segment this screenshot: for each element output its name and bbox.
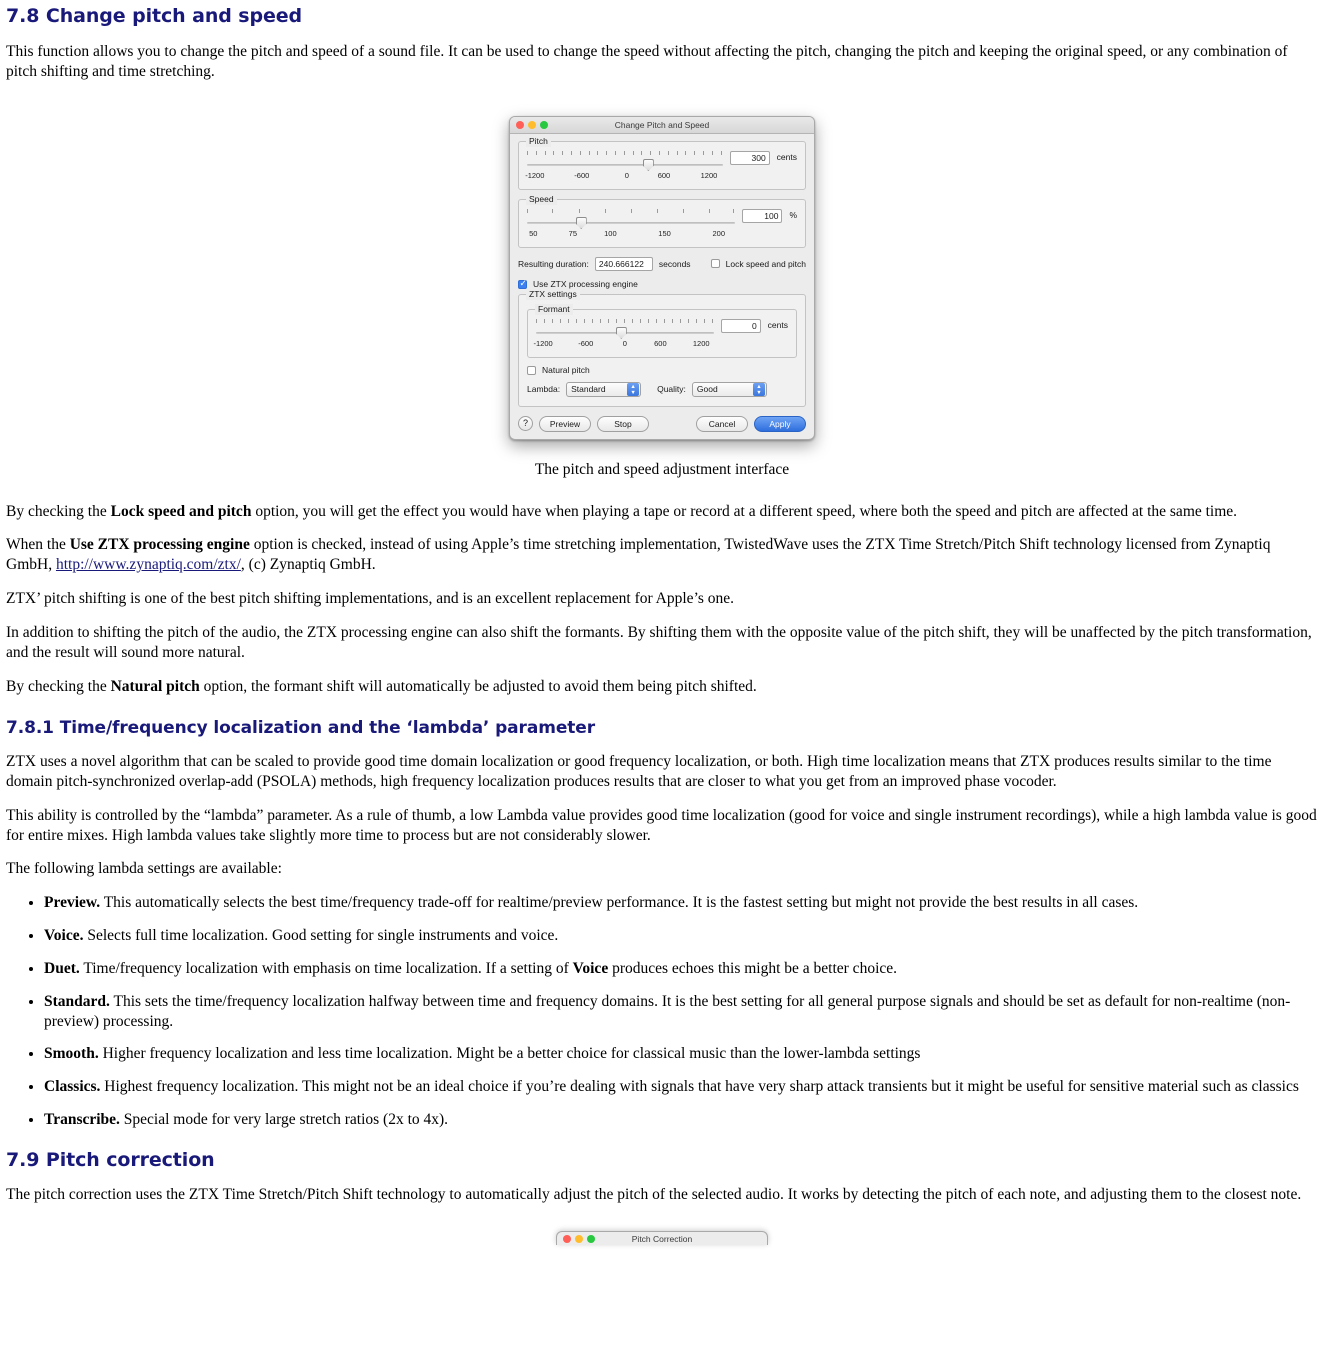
paragraph-pitch-correction: The pitch correction uses the ZTX Time Stretch/Pitch Shift technology to automatically adjust the pitch of the selected audio. It works by detecting the pitch of each note, and adjusting them to the closest note.	[6, 1186, 1302, 1204]
pitch-tick-label: -600	[574, 170, 590, 180]
pitch-group	[518, 135, 806, 190]
help-button[interactable]: ?	[518, 416, 533, 431]
paragraph-lock-speed-pitch	[6, 502, 1318, 522]
list-item-term: Voice.	[44, 927, 84, 945]
figure-caption: The pitch and speed adjustment interface	[534, 460, 790, 478]
pitch-slider-ticks	[527, 151, 723, 158]
paragraph-ztx-engine	[6, 535, 1318, 575]
list-item	[44, 959, 1318, 979]
figure-pitch-correction	[6, 1231, 1318, 1245]
text-run: By checking the	[6, 677, 111, 695]
text-bold-natural: Natural pitch	[110, 677, 200, 695]
lambda-settings-list	[6, 893, 1318, 1130]
duration-row	[518, 257, 806, 271]
list-item-desc: produces echoes this might be a better choice.	[608, 959, 898, 977]
dialog-title: Pitch Correction	[631, 1234, 693, 1244]
list-item-term: Smooth.	[44, 1045, 99, 1063]
paragraph-formants: In addition to shifting the pitch of the audio, the ZTX processing engine can also shift the formants. By shifting them with the opposite value of the pitch shift, they will be unaffected by the pitch transformation, and the result will sound more natural.	[6, 623, 1312, 661]
formant-value-input[interactable]: 0	[721, 319, 761, 333]
preview-button[interactable]: Preview	[539, 416, 591, 432]
formant-group	[527, 303, 797, 358]
formant-slider-labels	[533, 338, 714, 350]
list-item-term: Classics.	[44, 1078, 101, 1096]
text-run: When the	[6, 536, 70, 554]
natural-pitch-checkbox[interactable]	[527, 366, 536, 375]
document-page	[0, 4, 1324, 1245]
list-item	[44, 926, 1318, 946]
speed-group	[518, 193, 806, 248]
paragraph-lambda-control: This ability is controlled by the “lambda” parameter. As a rule of thumb, a low Lambda value provides good time localization (good for voice and single instrument recordings), while a high lambda value is good for entire mixes. High lambda values take slightly more time to process but are not considerably slower.	[6, 806, 1317, 844]
ztx-settings-group-label: ZTX settings	[526, 289, 580, 300]
quality-label: Quality:	[657, 383, 686, 394]
list-item	[44, 893, 1318, 913]
natural-pitch-label: Natural pitch	[542, 364, 590, 375]
formant-tick-label: 0	[622, 338, 627, 348]
formant-tick-label: 1200	[692, 338, 710, 348]
dialog-titlebar	[510, 117, 814, 134]
quality-select[interactable]	[692, 382, 767, 397]
paragraph-intro: This function allows you to change the pitch and speed of a sound file. It can be used to change the speed without affecting the pitch, changing the pitch and keeping the original speed, or any combination of pitch shifting and time stretching.	[6, 43, 1288, 81]
speed-tick-label: 150	[658, 228, 671, 238]
speed-slider[interactable]	[527, 217, 735, 229]
zynaptiq-link[interactable]: http://www.zynaptiq.com/ztx/	[55, 556, 241, 574]
duration-label: Resulting duration:	[518, 258, 589, 269]
pitch-tick-label: 600	[657, 170, 671, 180]
lambda-quality-row	[527, 382, 797, 397]
stop-button[interactable]: Stop	[597, 416, 649, 432]
speed-value-input[interactable]: 100	[742, 209, 782, 223]
text-bold-lock: Lock speed and pitch	[110, 502, 252, 520]
list-item-desc: Time/frequency localization with emphasis on time localization. If a setting of	[79, 959, 573, 977]
text-run: option, the formant shift will automatically be adjusted to avoid them being pitch shifted.	[199, 677, 757, 695]
pitch-slider-thumb[interactable]	[643, 159, 654, 171]
section-heading-7-9: 7.9 Pitch correction	[6, 1148, 215, 1171]
dialog-title: Change Pitch and Speed	[614, 119, 710, 130]
pitch-slider-labels	[527, 171, 723, 182]
speed-tick-label: 100	[604, 228, 617, 238]
text-run: option, you will get the effect you would have when playing a tape or record at a different speed, where both the speed and pitch are affected at the same time.	[251, 502, 1238, 520]
formant-slider-ticks	[536, 319, 714, 326]
list-item-desc: This sets the time/frequency localization halfway between time and frequency domains. It is the best setting for all general purpose signals and should be set as default for non-realtime (non-preview) processing.	[44, 992, 1291, 1030]
cancel-button[interactable]: Cancel	[696, 416, 748, 432]
speed-tick-label: 75	[568, 228, 578, 238]
pitch-correction-dialog	[556, 1231, 768, 1245]
pitch-tick-label: 1200	[700, 170, 718, 180]
speed-slider-thumb[interactable]	[576, 217, 587, 229]
list-item-desc: Selects full time localization. Good setting for single instruments and voice.	[83, 927, 559, 945]
list-item	[44, 1110, 1318, 1130]
formant-slider[interactable]	[536, 327, 714, 339]
section-heading-7-8: 7.8 Change pitch and speed	[6, 5, 303, 27]
pitch-tick-label: 0	[624, 170, 629, 180]
formant-tick-label: -600	[578, 338, 594, 348]
list-item	[44, 1044, 1318, 1064]
formant-group-label: Formant	[535, 304, 573, 315]
paragraph-natural-pitch	[6, 677, 1318, 697]
list-item-term: Standard.	[44, 992, 110, 1010]
list-item-term: Preview.	[44, 894, 101, 912]
list-item-desc: This automatically selects the best time/frequency trade-off for realtime/preview performance. It is the fastest setting but might not provide the best results in all cases.	[100, 894, 1139, 912]
natural-pitch-row	[527, 365, 797, 376]
list-item	[44, 992, 1318, 1032]
lambda-value: Standard	[571, 383, 606, 394]
paragraph-lambda-algorithm: ZTX uses a novel algorithm that can be scaled to provide good time domain localization or good frequency localization, or both. High time localization means that ZTX produces results similar to the time domain pitch-synchronized overlap-add (PSOLA) methods, high frequency localization produces results that are closer to what you get from an improved phase vocoder.	[6, 753, 1272, 790]
ztx-settings-group	[518, 288, 806, 407]
list-item-desc: Higher frequency localization and less time localization. Might be a better choice for classical music than the lower-lambda settings	[98, 1045, 921, 1063]
apply-button[interactable]: Apply	[754, 416, 806, 432]
speed-group-label: Speed	[526, 194, 557, 205]
paragraph-ztx-quality: ZTX’ pitch shifting is one of the best pitch shifting implementations, and is an excellent replacement for Apple’s one.	[6, 590, 735, 608]
list-item	[44, 1077, 1318, 1097]
change-pitch-speed-dialog	[509, 116, 815, 440]
lambda-select[interactable]	[566, 382, 641, 397]
list-item-desc: Highest frequency localization. This might not be an ideal choice if you’re dealing with signals that have very sharp attack transients but it might be useful for sensitive material such as classics	[100, 1078, 1299, 1096]
text-run: option is checked, instead of using Apple’s time stretching implementation, TwistedWave uses the ZTX Time Stretch/Pitch Shift technology licensed from Zynaptiq GmbH,	[6, 536, 1271, 574]
speed-slider-labels	[527, 229, 735, 240]
chevron-updown-icon: ▲ ▼	[753, 383, 765, 396]
lock-speed-pitch-checkbox[interactable]	[711, 259, 720, 268]
figure-change-pitch-and-speed	[6, 116, 1318, 440]
lambda-label: Lambda:	[527, 383, 561, 394]
pitch-tick-label: -1200	[525, 170, 545, 180]
use-ztx-engine-checkbox[interactable]	[518, 280, 527, 289]
list-item-desc: Special mode for very large stretch ratios (2x to 4x).	[119, 1111, 449, 1129]
dialog-button-bar	[518, 416, 806, 432]
text-run: , (c) Zynaptiq GmbH.	[240, 556, 376, 574]
text-bold-ztx: Use ZTX processing engine	[69, 536, 250, 554]
pitch-group-label: Pitch	[526, 136, 551, 147]
formant-slider-thumb[interactable]	[616, 327, 627, 339]
quality-value: Good	[696, 383, 718, 394]
paragraph-lambda-list-intro: The following lambda settings are available:	[6, 860, 282, 878]
formant-tick-label: -1200	[533, 338, 553, 348]
speed-slider-ticks	[527, 209, 735, 216]
dialog-body	[510, 134, 814, 439]
pitch-slider[interactable]	[527, 159, 723, 171]
formant-tick-label: 600	[654, 338, 667, 348]
speed-unit-label: %	[789, 209, 797, 220]
lock-speed-pitch-label: Lock speed and pitch	[725, 258, 806, 269]
list-item-term: Transcribe.	[44, 1111, 120, 1129]
list-item-term: Duet.	[44, 959, 80, 977]
speed-tick-label: 50	[529, 228, 538, 238]
list-item-emph: Voice	[572, 959, 609, 977]
speed-tick-label: 200	[712, 228, 726, 238]
use-ztx-engine-label: Use ZTX processing engine	[533, 278, 638, 289]
section-heading-7-8-1: 7.8.1 Time/frequency localization and the ‘lambda’ parameter	[6, 718, 595, 739]
pitch-value-input[interactable]: 300	[730, 151, 770, 165]
text-run: By checking the	[6, 502, 111, 520]
duration-input[interactable]: 240.666122	[595, 257, 653, 271]
formant-unit-label: cents	[767, 319, 788, 330]
chevron-updown-icon: ▲ ▼	[627, 383, 639, 396]
duration-unit-label: seconds	[658, 258, 691, 269]
pitch-unit-label: cents	[776, 151, 797, 162]
